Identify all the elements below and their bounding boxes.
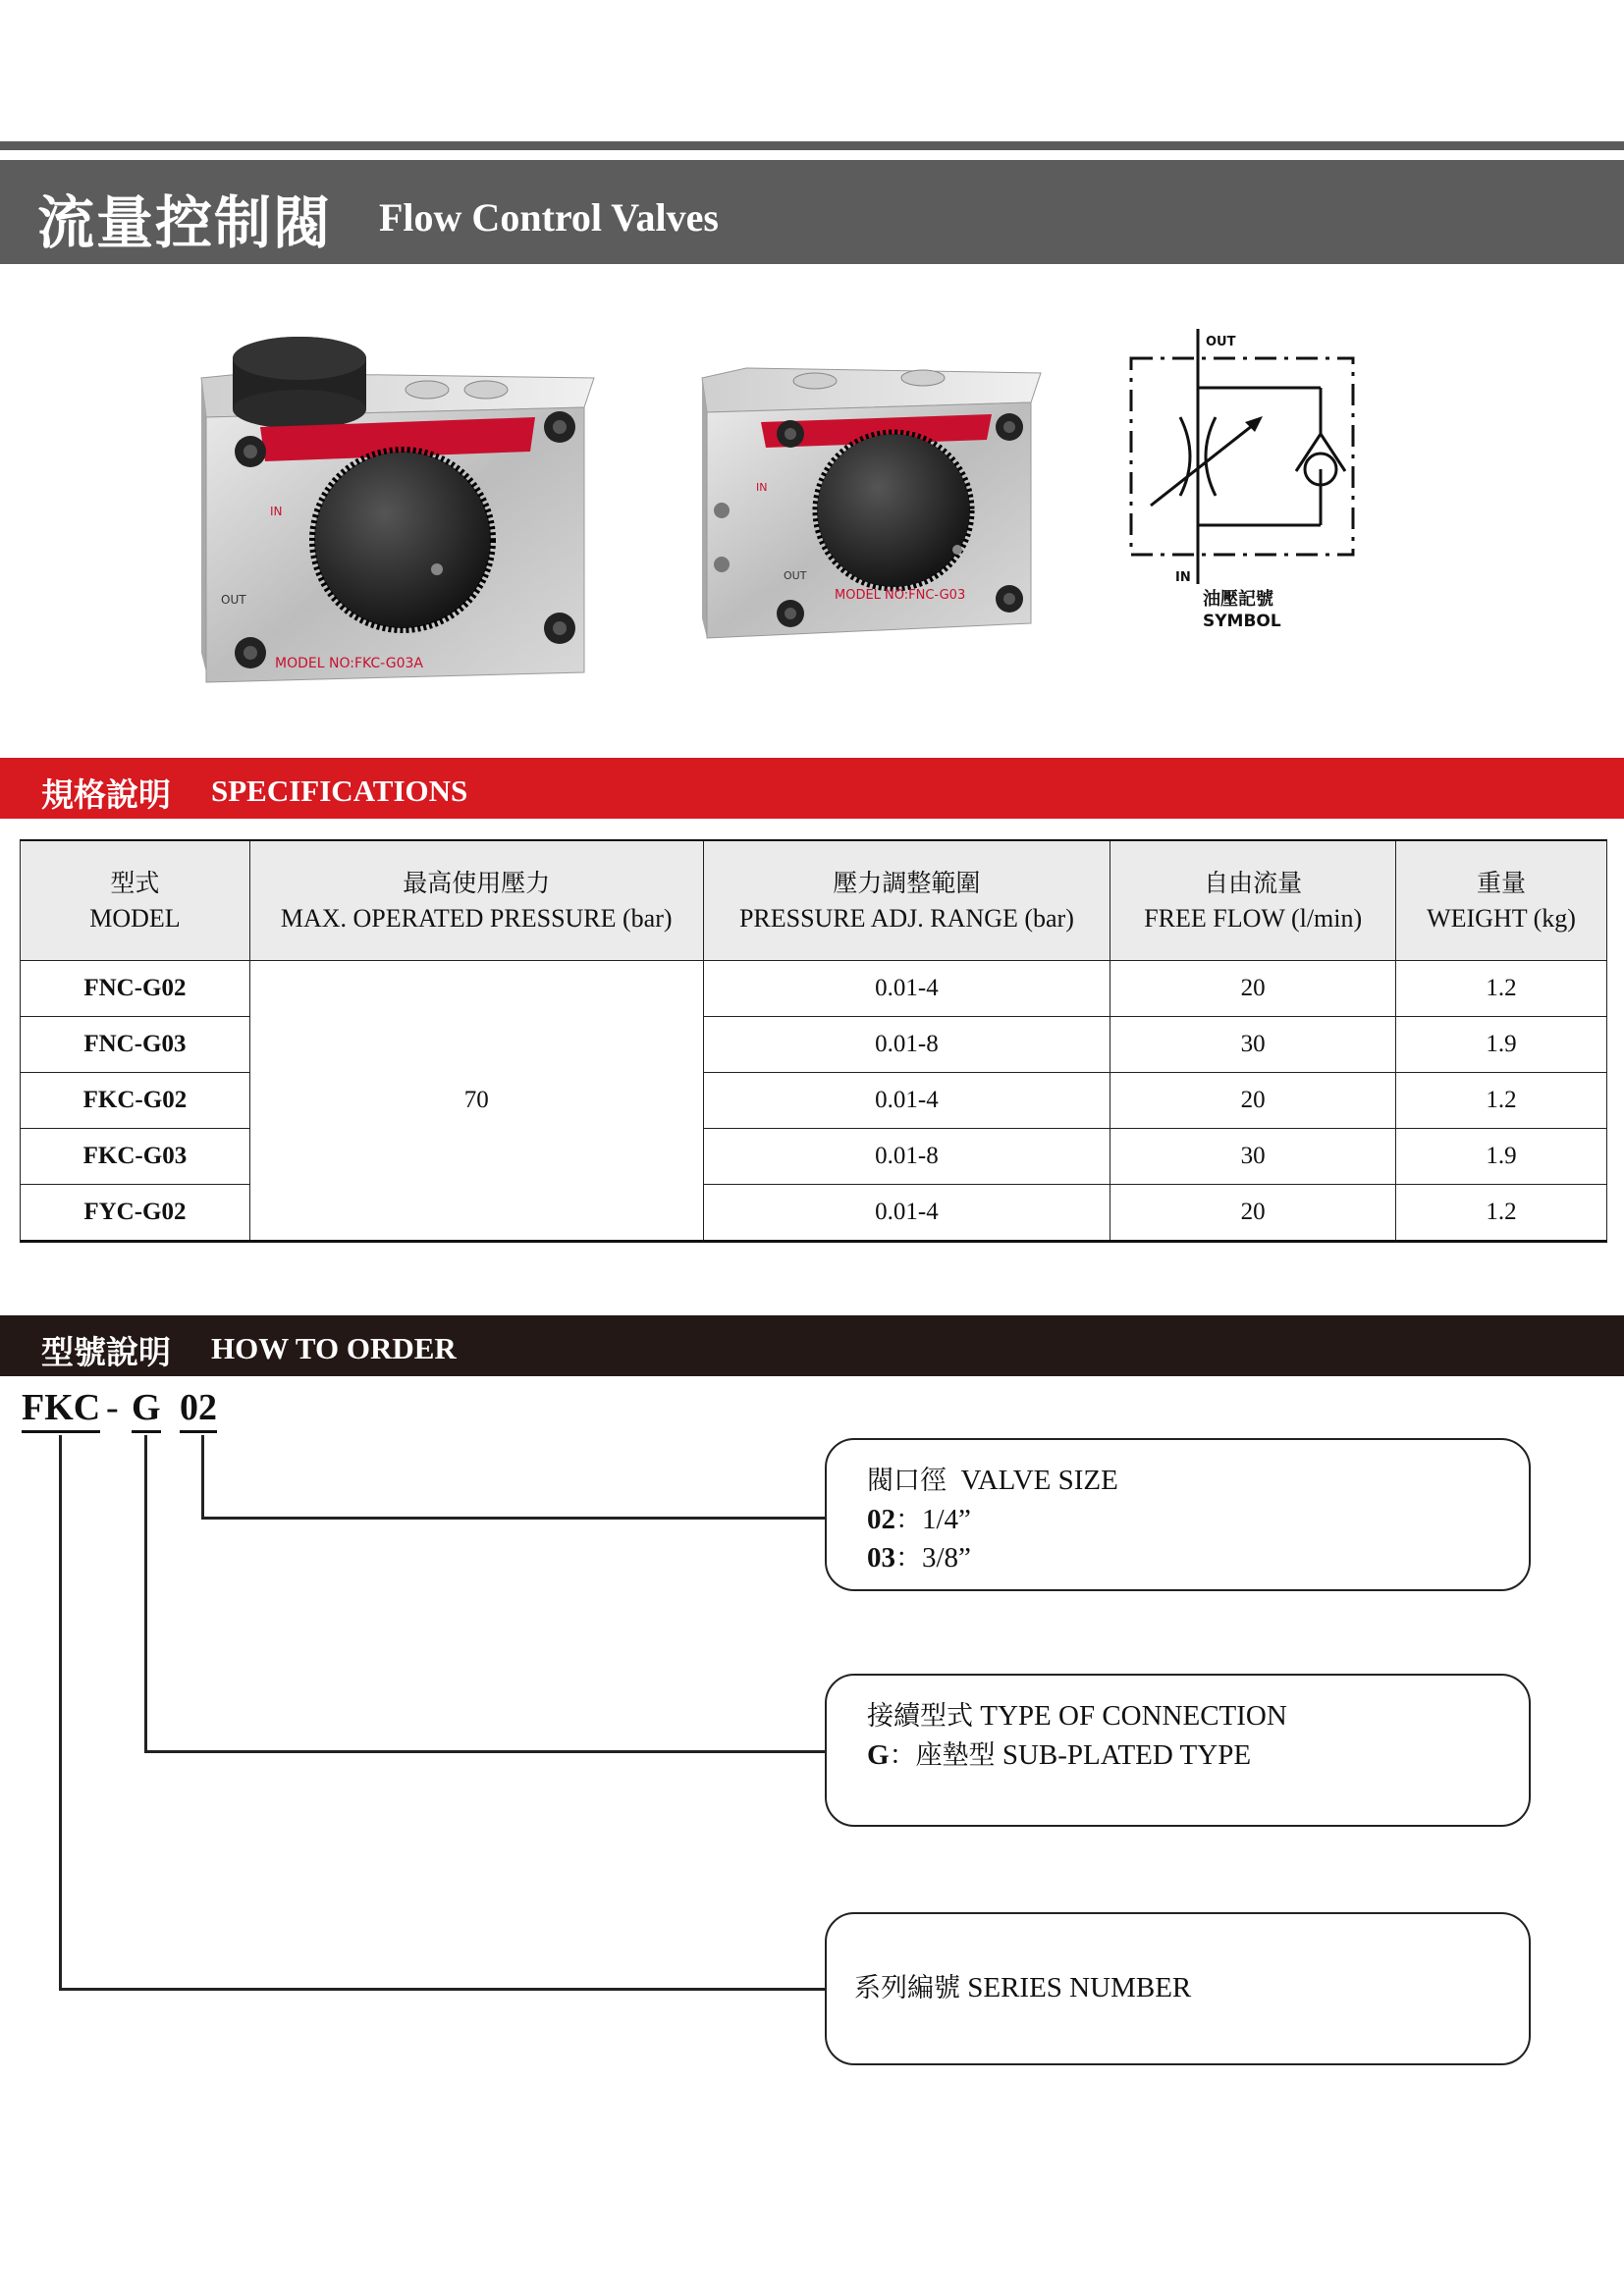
order-code-connection: G (132, 1386, 161, 1429)
cell-model: FYC-G02 (21, 1185, 250, 1242)
page-title-en: Flow Control Valves (379, 195, 719, 240)
table-header-row (21, 840, 1607, 961)
connector-series-horizontal (59, 1988, 827, 1991)
cell-range: 0.01-4 (703, 1185, 1110, 1242)
specifications-title-en: SPECIFICATIONS (211, 774, 468, 808)
col-header-free-flow: 自由流量 FREE FLOW (l/min) (1110, 840, 1396, 961)
connector-series-vertical (59, 1435, 62, 1990)
cell-weight: 1.9 (1396, 1129, 1607, 1185)
col-header-pressure-range: 壓力調整範圍 PRESSURE ADJ. RANGE (bar) (703, 840, 1110, 961)
col-header-model: 型式 MODEL (21, 840, 250, 961)
product-photo-fnc (697, 353, 1051, 648)
model-plate-left: MODEL NO:FKC-G03A (275, 656, 423, 671)
specifications-table (20, 839, 1607, 1243)
connector-size-vertical (201, 1435, 204, 1519)
specifications-title-cn: 規格說明 (41, 775, 171, 814)
cell-range: 0.01-4 (703, 961, 1110, 1017)
cell-model: FNC-G03 (21, 1017, 250, 1073)
hydraulic-symbol (1119, 324, 1375, 638)
connector-connection-vertical (144, 1435, 147, 1752)
svg-text:OUT: OUT (221, 593, 246, 607)
cell-flow: 30 (1110, 1129, 1396, 1185)
valve-size-title: 閥口徑 VALVE SIZE (867, 1465, 1118, 1496)
cell-model: FKC-G03 (21, 1129, 250, 1185)
cell-range: 0.01-8 (703, 1129, 1110, 1185)
valve-size-option-03: 03：3/8” (867, 1542, 971, 1574)
cell-range: 0.01-4 (703, 1073, 1110, 1129)
series-number-title: 系列編號 SERIES NUMBER (854, 1972, 1192, 2003)
title-top-rule (0, 141, 1624, 150)
col-header-max-pressure: 最高使用壓力 MAX. OPERATED PRESSURE (bar) (249, 840, 703, 961)
symbol-in-label: IN (1175, 570, 1191, 585)
model-plate-middle: MODEL NO:FNC-G03 (835, 588, 966, 603)
order-code-dash: - (106, 1387, 119, 1428)
svg-text:IN: IN (270, 505, 283, 518)
how-to-order-title-en: HOW TO ORDER (211, 1331, 457, 1365)
cell-flow: 30 (1110, 1017, 1396, 1073)
connector-size-horizontal (201, 1517, 827, 1520)
symbol-out-label: OUT (1206, 335, 1236, 349)
order-code-size: 02 (180, 1386, 217, 1429)
svg-text:OUT: OUT (784, 569, 807, 582)
how-to-order-title-cn: 型號說明 (41, 1333, 171, 1371)
symbol-caption-cn: 油壓記號 (1203, 589, 1273, 610)
cell-weight: 1.2 (1396, 1185, 1607, 1242)
cell-flow: 20 (1110, 1185, 1396, 1242)
svg-text:IN: IN (756, 481, 768, 494)
product-photo-fkc (191, 319, 604, 702)
page-title-cn: 流量控制閥 (37, 189, 333, 256)
cell-weight: 1.2 (1396, 961, 1607, 1017)
col-header-weight: 重量 WEIGHT (kg) (1396, 840, 1607, 961)
connector-connection-horizontal (144, 1750, 827, 1753)
cell-range: 0.01-8 (703, 1017, 1110, 1073)
cell-model: FKC-G02 (21, 1073, 250, 1129)
connection-type-option-g: G：座墊型 SUB-PLATED TYPE (867, 1739, 1252, 1771)
connection-type-title: 接續型式 TYPE OF CONNECTION (867, 1700, 1287, 1732)
table-row (21, 961, 1607, 1017)
valve-size-option-02: 02：1/4” (867, 1504, 971, 1535)
symbol-caption-en: SYMBOL (1203, 612, 1281, 631)
cell-max-pressure: 70 (249, 961, 703, 1242)
cell-weight: 1.2 (1396, 1073, 1607, 1129)
cell-model: FNC-G02 (21, 961, 250, 1017)
cell-flow: 20 (1110, 1073, 1396, 1129)
order-code-series: FKC (22, 1386, 100, 1429)
cell-weight: 1.9 (1396, 1017, 1607, 1073)
cell-flow: 20 (1110, 961, 1396, 1017)
